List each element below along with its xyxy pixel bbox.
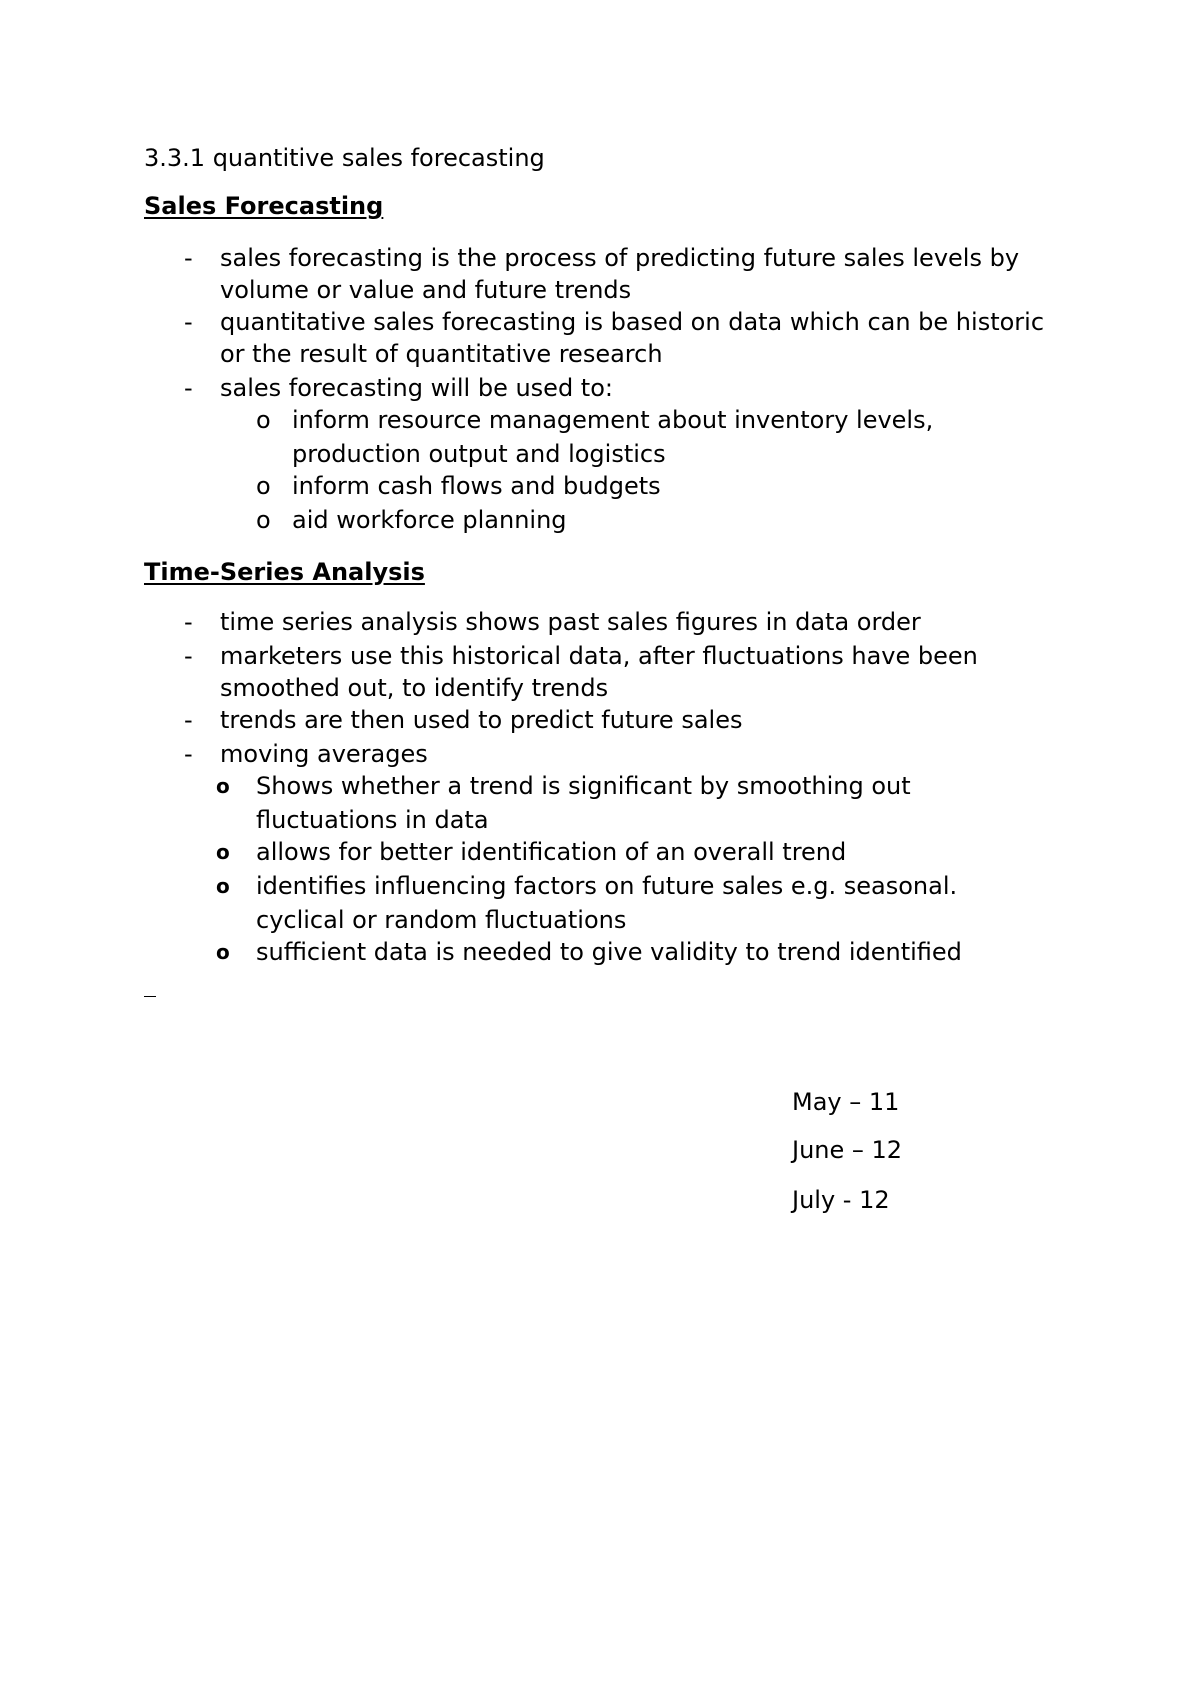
list-item-text: quantitative sales forecasting is based on data which can be historic: [220, 308, 1045, 336]
list-item-text: volume or value and future trends: [220, 276, 632, 304]
list-item-text: sales forecasting will be used to:: [220, 374, 613, 402]
dash-bullet: -: [184, 608, 193, 636]
list-subitem-text: aid workforce planning: [292, 506, 567, 534]
list-item-text: smoothed out, to identify trends: [220, 674, 609, 702]
list-item-text: trends are then used to predict future sales: [220, 706, 743, 734]
date-entry: June – 12: [792, 1136, 903, 1164]
list-item-text: sales forecasting is the process of predicting future sales levels by: [220, 244, 1020, 272]
list-item-text: or the result of quantitative research: [220, 340, 663, 368]
circle-bullet: o: [256, 472, 271, 500]
list-subitem-text: Shows whether a trend is significant by smoothing out: [256, 772, 911, 800]
circle-bullet: o: [216, 874, 230, 898]
section-heading-sales-forecasting: Sales Forecasting: [144, 192, 384, 220]
circle-bullet: o: [216, 774, 230, 798]
dash-bullet: -: [184, 706, 193, 734]
list-subitem-text: production output and logistics: [292, 440, 666, 468]
circle-bullet: o: [256, 406, 271, 434]
circle-bullet: o: [256, 506, 271, 534]
list-item-text: marketers use this historical data, after fluctuations have been: [220, 642, 978, 670]
dash-bullet: -: [184, 374, 193, 402]
list-item-text: moving averages: [220, 740, 428, 768]
date-entry: July - 12: [792, 1186, 890, 1214]
list-subitem-text: allows for better identification of an overall trend: [256, 838, 847, 866]
trailing-underscore-mark: [144, 996, 156, 997]
list-subitem-text: cyclical or random fluctuations: [256, 906, 627, 934]
list-subitem-text: sufficient data is needed to give validity to trend identified: [256, 938, 962, 966]
document-title: 3.3.1 quantitive sales forecasting: [144, 144, 545, 172]
section-heading-time-series-analysis: Time-Series Analysis: [144, 558, 425, 586]
list-subitem-text: inform cash flows and budgets: [292, 472, 661, 500]
dash-bullet: -: [184, 308, 193, 336]
list-item-text: time series analysis shows past sales figures in data order: [220, 608, 921, 636]
circle-bullet: o: [216, 940, 230, 964]
dash-bullet: -: [184, 244, 193, 272]
dash-bullet: -: [184, 642, 193, 670]
date-entry: May – 11: [792, 1088, 900, 1116]
list-subitem-text: inform resource management about inventory levels,: [292, 406, 934, 434]
list-subitem-text: identifies influencing factors on future sales e.g. seasonal.: [256, 872, 958, 900]
dash-bullet: -: [184, 740, 193, 768]
circle-bullet: o: [216, 840, 230, 864]
list-subitem-text: fluctuations in data: [256, 806, 489, 834]
